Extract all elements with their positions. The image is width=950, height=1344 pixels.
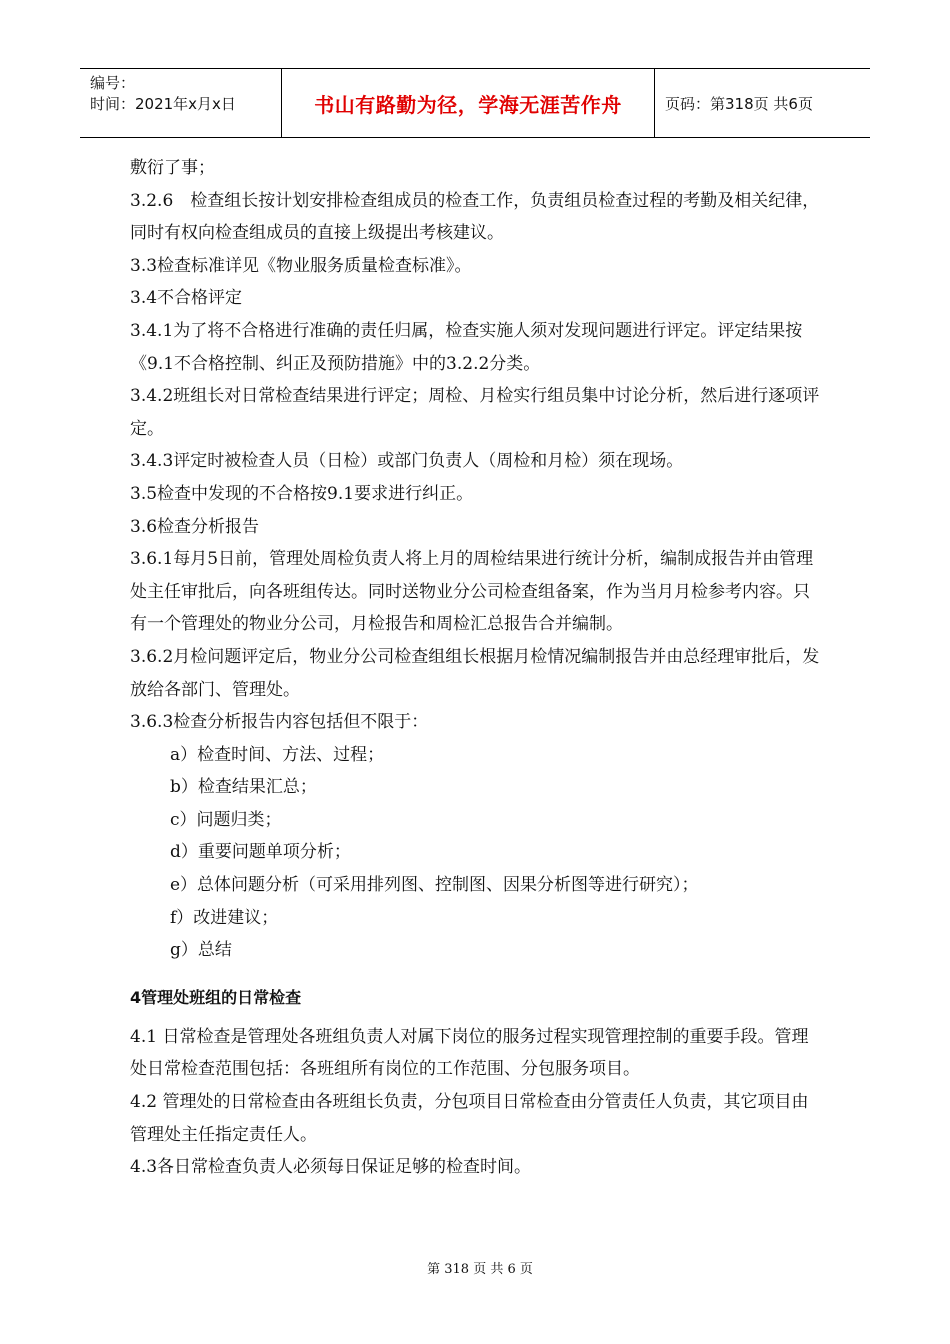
document-number-label: 编号： xyxy=(90,74,136,92)
document-body xyxy=(130,152,825,1184)
document-header xyxy=(80,68,870,138)
paragraph: 3.6.1每月5日前，管理处周检负责人将上月的周检结果进行统计分析，编制成报告并由管理处主任审批后，向各班组传达。同时送物业分公司检查组备案，作为当月月检参考内容。只有一个管理处的物业分公司，月检报告和周检汇总报告合并编制。 xyxy=(130,549,814,635)
paragraph: 4.2 管理处的日常检查由各班组长负责，分包项目日常检查由分管责任人负责，其它项目由管理处主任指定责任人。 xyxy=(130,1092,809,1145)
header-meta-cell xyxy=(80,69,282,137)
paragraph: 3.2.6 检查组长按计划安排检查组成员的检查工作，负责组员检查过程的考勤及相关纪律，同时有权向检查组成员的直接上级提出考核建议。 xyxy=(130,190,820,244)
list-item: e）总体问题分析（可采用排列图、控制图、因果分析图等进行研究）； xyxy=(170,875,699,896)
paragraph: 4.3各日常检查负责人必须每日保证足够的检查时间。 xyxy=(130,1157,532,1178)
list-item: g）总结 xyxy=(170,940,232,961)
paragraph: 3.6检查分析报告 xyxy=(130,516,260,537)
paragraph: 3.4.3评定时被检查人员（日检）或部门负责人（周检和月检）须在现场。 xyxy=(130,451,684,472)
document-date-label: 时间：2021年x月x日 xyxy=(90,95,236,113)
list-item: a）检查时间、方法、过程； xyxy=(170,744,385,765)
page-footer: 第 318 页 共 6 页 xyxy=(427,1262,533,1277)
list-item: d）重要问题单项分析； xyxy=(170,842,351,863)
paragraph: 4.1 日常检查是管理处各班组负责人对属下岗位的服务过程实现管理控制的重要手段。管理处日常检查范围包括：各班组所有岗位的工作范围、分包服务项目。 xyxy=(130,1026,809,1080)
paragraph: 敷衍了事； xyxy=(130,158,215,178)
paragraph: 3.4.2班组长对日常检查结果进行评定；周检、月检实行组员集中讨论分析，然后进行逐项评定。 xyxy=(130,386,820,439)
header-motto: 书山有路勤为径，学海无涯苦作舟 xyxy=(282,69,655,137)
section-heading: 4管理处班组的日常检查 xyxy=(130,987,302,1007)
paragraph: 3.5检查中发现的不合格按9.1要求进行纠正。 xyxy=(130,483,474,504)
paragraph: 3.3检查标准详见《物业服务质量检查标准》。 xyxy=(130,255,472,276)
list-item: b）检查结果汇总； xyxy=(170,777,317,798)
paragraph: 3.6.3检查分析报告内容包括但不限于： xyxy=(130,712,429,733)
paragraph: 3.6.2月检问题评定后，物业分公司检查组组长根据月检情况编制报告并由总经理审批后，发放给各部门、管理处。 xyxy=(130,646,820,700)
list-item: c）问题归类； xyxy=(170,809,282,830)
header-page-label: 页码：第318页 共6页 xyxy=(665,94,813,113)
paragraph: 3.4不合格评定 xyxy=(130,288,243,309)
list-item: f）改进建议； xyxy=(170,907,279,928)
paragraph: 3.4.1为了将不合格进行准确的责任归属，检查实施人须对发现问题进行评定。评定结果按《9.1不合格控制、纠正及预防措施》中的3.2.2分类。 xyxy=(130,320,803,374)
